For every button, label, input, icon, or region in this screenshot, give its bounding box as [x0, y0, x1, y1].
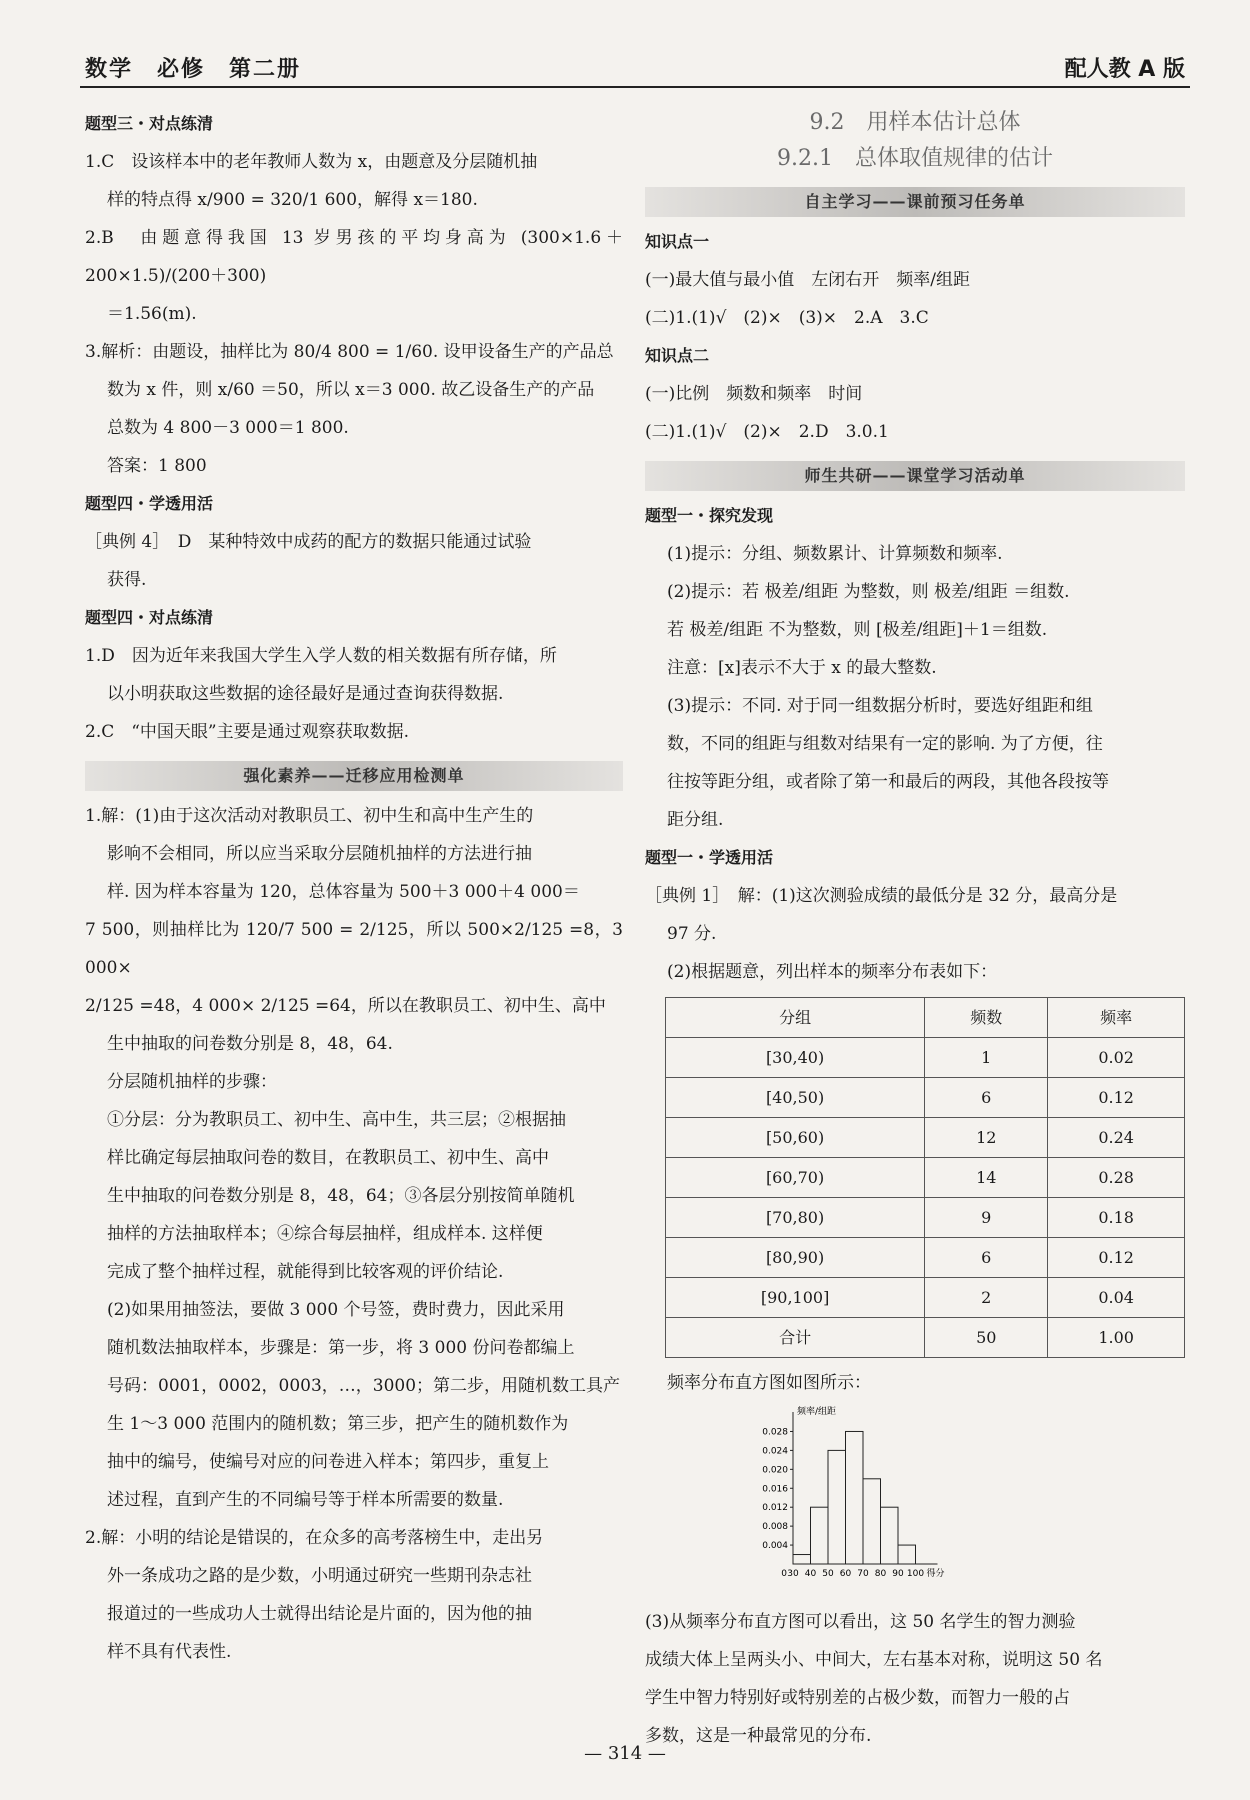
- answer-text: 学生中智力特别好或特别差的占极少数，而智力一般的占: [645, 1688, 1070, 1708]
- table-cell: 0.02: [1048, 1038, 1185, 1078]
- table-cell: 0.24: [1048, 1118, 1185, 1158]
- y-tick-label: 0.016: [762, 1484, 788, 1495]
- answer-text: 生中抽取的问卷数分别是 8，48，64；③各层分别按简单随机: [107, 1186, 575, 1206]
- x-tick-label: 50: [822, 1569, 834, 1579]
- table-header-cell: 分组: [666, 998, 925, 1038]
- answer-text: 述过程，直到产生的不同编号等于样本所需要的数量.: [107, 1490, 504, 1510]
- answer-text: 往按等距分组，或者除了第一和最后的两段，其他各段按等: [667, 772, 1109, 792]
- answer-text: 随机数法抽取样本，步骤是：第一步，将 3 000 份问卷都编上: [107, 1338, 575, 1358]
- answer-text: 样比确定每层抽取问卷的数目，在教职员工、初中生、高中: [107, 1148, 549, 1168]
- table-total-row: [666, 1318, 1185, 1358]
- answer-text: 生 1～3 000 范围内的随机数；第三步，把产生的随机数作为: [107, 1414, 569, 1434]
- answer-text: 数，不同的组距与组数对结果有一定的影响. 为了方便，往: [667, 734, 1103, 754]
- table-row: [666, 1278, 1185, 1318]
- table-cell: 0.28: [1048, 1158, 1185, 1198]
- book-title: 数学 必修 第二册: [85, 57, 302, 82]
- table-cell: 0.12: [1048, 1078, 1185, 1118]
- histogram-bar: [898, 1545, 916, 1564]
- table-header-row: [666, 998, 1185, 1038]
- x-tick-label: 40: [804, 1569, 817, 1579]
- answer-text: 获得.: [107, 570, 147, 590]
- answer-text: 3.解析：由题设，抽样比为 80/4 800 = 1/60. 设甲设备生产的产品总: [85, 342, 614, 362]
- table-cell: 1: [925, 1038, 1048, 1078]
- answer-text: (二)1.(1)√ (2)× (3)× 2.A 3.C: [645, 308, 929, 328]
- histogram-bar: [881, 1507, 899, 1564]
- x-tick-label: 90: [892, 1569, 904, 1579]
- table-header-cell: 频率: [1048, 998, 1185, 1038]
- page-number: — 314 —: [584, 1743, 666, 1764]
- answer-text: 以小明获取这些数据的途径最好是通过查询获得数据.: [107, 684, 504, 704]
- table-cell: [30,40): [666, 1038, 925, 1078]
- x-tick-label: 70: [857, 1569, 869, 1579]
- table-header-cell: 频数: [925, 998, 1048, 1038]
- answer-text: (2)提示：若 极差/组距 为整数，则 极差/组距 ＝组数.: [667, 582, 1070, 602]
- answer-text: 多数，这是一种最常见的分布.: [645, 1726, 872, 1746]
- table-cell: [90,100]: [666, 1278, 925, 1318]
- table-cell: 0.04: [1048, 1278, 1185, 1318]
- x-tick-label: 80: [874, 1569, 887, 1579]
- figure-caption: 频率分布直方图如图所示：: [667, 1373, 871, 1393]
- knowledge-heading: 知识点一: [645, 232, 710, 251]
- frequency-histogram: [755, 1404, 985, 1589]
- table-row: [666, 1038, 1185, 1078]
- table-row: [666, 1078, 1185, 1118]
- answer-text: (1)提示：分组、频数累计、计算频数和频率.: [667, 544, 1003, 564]
- table-cell: 合计: [666, 1318, 925, 1358]
- table-cell: 12: [925, 1118, 1048, 1158]
- answer-text: 抽样的方法抽取样本；④综合每层抽样，组成样本. 这样便: [107, 1224, 543, 1244]
- table-cell: 14: [925, 1158, 1048, 1198]
- answer-text: 成绩大体上呈两头小、中间大，左右基本对称，说明这 50 名: [645, 1650, 1103, 1670]
- left-column: [85, 105, 623, 1671]
- table-row: [666, 1238, 1185, 1278]
- answer-text: 样不具有代表性.: [107, 1642, 232, 1662]
- answer-text: 分层随机抽样的步骤：: [107, 1072, 277, 1092]
- answer-text: (3)从频率分布直方图可以看出，这 50 名学生的智力测验: [645, 1612, 1076, 1632]
- answer-text: 注意：[x]表示不大于 x 的最大整数.: [667, 658, 937, 678]
- answer-text: 样. 因为样本容量为 120，总体容量为 500＋3 000＋4 000＝: [107, 882, 580, 902]
- table-cell: 2: [925, 1278, 1048, 1318]
- x-tick-label: 30: [787, 1569, 799, 1579]
- section-banner: 自主学习——课前预习任务单: [645, 187, 1185, 217]
- y-tick-label: 0.012: [762, 1503, 788, 1514]
- answer-text: (3)提示：不同. 对于同一组数据分析时，要选好组距和组: [667, 696, 1093, 716]
- table-cell: 0.12: [1048, 1238, 1185, 1278]
- section-heading: 题型一・探究发现: [645, 506, 774, 525]
- answer-text: 2/125 =48，4 000× 2/125 =64，所以在教职员工、初中生、高中: [85, 996, 606, 1016]
- table-row: [666, 1158, 1185, 1198]
- section-heading: 题型一・学透用活: [645, 848, 774, 867]
- section-heading: 题型四・对点练清: [85, 608, 214, 627]
- histogram-bar: [811, 1507, 829, 1564]
- answer-text: 样的特点得 x/900 = 320/1 600，解得 x＝180.: [107, 190, 478, 210]
- histogram-bar: [846, 1431, 864, 1564]
- edition-label: 配人教 A 版: [1064, 57, 1185, 82]
- subsection-title: 9.2.1 总体取值规律的估计: [777, 146, 1053, 171]
- answer-text: 生中抽取的问卷数分别是 8，48，64.: [107, 1034, 393, 1054]
- table-cell: [60,70): [666, 1158, 925, 1198]
- histogram-bar: [793, 1555, 811, 1564]
- answer-text: 距分组.: [667, 810, 724, 830]
- answer-text: 号码：0001，0002，0003，…，3000；第二步，用随机数工具产: [107, 1376, 621, 1396]
- table-cell: 6: [925, 1078, 1048, 1118]
- origin-label: 0: [781, 1569, 787, 1579]
- y-tick-label: 0.004: [762, 1541, 788, 1552]
- right-column: [645, 105, 1185, 1755]
- answer-text: 抽中的编号，使编号对应的问卷进入样本；第四步，重复上: [107, 1452, 549, 1472]
- table-cell: 6: [925, 1238, 1048, 1278]
- histogram-bar: [863, 1479, 881, 1564]
- answer-text: 影响不会相同，所以应当采取分层随机抽样的方法进行抽: [107, 844, 532, 864]
- answer-text: 数为 x 件，则 x/60 ＝50，所以 x＝3 000. 故乙设备生产的产品: [107, 380, 595, 400]
- x-axis-label: 得分: [926, 1569, 945, 1579]
- table-cell: 9: [925, 1198, 1048, 1238]
- histogram-bar: [828, 1450, 846, 1564]
- section-heading: 题型三・对点练清: [85, 114, 214, 133]
- answer-text: 报道过的一些成功人士就得出结论是片面的，因为他的抽: [107, 1604, 532, 1624]
- answer-text: 1.D 因为近年来我国大学生入学人数的相关数据有所存储，所: [85, 646, 557, 666]
- table-row: [666, 1118, 1185, 1158]
- y-axis-label: 频率/组距: [797, 1407, 837, 1417]
- section-title: 9.2 用样本估计总体: [809, 110, 1021, 135]
- x-tick-label: 100: [906, 1569, 925, 1579]
- header-rule: [80, 86, 1190, 88]
- answer-text: ＝1.56(m).: [107, 304, 197, 324]
- answer-text: 2.解：小明的结论是错误的，在众多的高考落榜生中，走出另: [85, 1528, 544, 1548]
- table-cell: 0.18: [1048, 1198, 1185, 1238]
- answer-text: (二)1.(1)√ (2)× 2.D 3.0.1: [645, 422, 889, 442]
- table-cell: [50,60): [666, 1118, 925, 1158]
- answer-text: 总数为 4 800－3 000＝1 800.: [107, 418, 349, 438]
- table-row: [666, 1198, 1185, 1238]
- table-cell: [40,50): [666, 1078, 925, 1118]
- table-cell: [70,80): [666, 1198, 925, 1238]
- answer-text: (一)比例 频数和频率 时间: [645, 384, 863, 404]
- answer-text: 答案：1 800: [107, 456, 207, 476]
- knowledge-heading: 知识点二: [645, 346, 710, 365]
- y-tick-label: 0.008: [762, 1522, 788, 1533]
- table-cell: [80,90): [666, 1238, 925, 1278]
- answer-text: 1.C 设该样本中的老年教师人数为 x，由题意及分层随机抽: [85, 152, 538, 172]
- x-tick-label: 60: [839, 1569, 852, 1579]
- answer-text: 97 分.: [667, 924, 717, 944]
- page-header: [0, 0, 1250, 92]
- answer-text: 完成了整个抽样过程，就能得到比较客观的评价结论.: [107, 1262, 504, 1282]
- answer-text: (2)根据题意，列出样本的频率分布表如下：: [667, 962, 998, 982]
- answer-text: 7 500，则抽样比为 120/7 500 = 2/125，所以 500×2/125 =8，3 000×: [85, 920, 623, 978]
- answer-text: (一)最大值与最小值 左闭右开 频率/组距: [645, 270, 970, 290]
- answer-text: 若 极差/组距 不为整数，则 [极差/组距]＋1＝组数.: [667, 620, 1048, 640]
- answer-text: 2.C “中国天眼”主要是通过观察获取数据.: [85, 722, 410, 742]
- answer-text: 外一条成功之路的是少数，小明通过研究一些期刊杂志社: [107, 1566, 532, 1586]
- answer-text: 1.解：(1)由于这次活动对教职员工、初中生和高中生产生的: [85, 806, 534, 826]
- section-heading: 题型四・学透用活: [85, 494, 214, 513]
- y-tick-label: 0.028: [762, 1427, 788, 1438]
- section-banner: 师生共研——课堂学习活动单: [645, 461, 1185, 491]
- answer-text: ［典例 1］ 解：(1)这次测验成绩的最低分是 32 分，最高分是: [645, 886, 1118, 906]
- answer-text: 2.B 由题意得我国 13 岁男孩的平均身高为 (300×1.6＋200×1.5)/(200＋300): [85, 228, 623, 286]
- answer-text: ［典例 4］ D 某种特效中成药的配方的数据只能通过试验: [85, 532, 532, 552]
- section-banner: 强化素养——迁移应用检测单: [85, 761, 623, 791]
- table-cell: 50: [925, 1318, 1048, 1358]
- answer-text: ①分层：分为教职员工、初中生、高中生，共三层；②根据抽: [107, 1110, 566, 1130]
- table-cell: 1.00: [1048, 1318, 1185, 1358]
- y-tick-label: 0.024: [762, 1446, 788, 1457]
- y-tick-label: 0.020: [762, 1465, 788, 1476]
- answer-text: (2)如果用抽签法，要做 3 000 个号签，费时费力，因此采用: [107, 1300, 565, 1320]
- frequency-table: [665, 997, 1185, 1358]
